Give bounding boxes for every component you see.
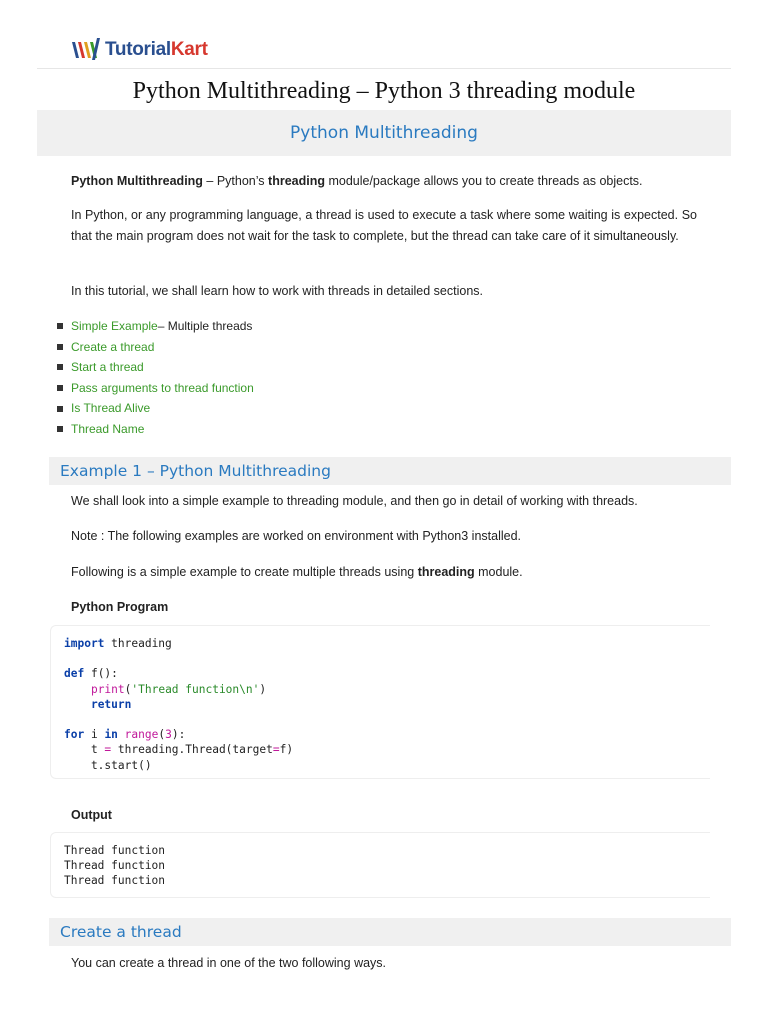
- code-text: t.start(): [64, 758, 152, 772]
- bullet-icon: [57, 364, 63, 370]
- code-keyword: in: [104, 728, 118, 742]
- toc-link-thread-name[interactable]: Thread Name: [71, 421, 145, 436]
- output-block: [50, 832, 710, 898]
- toc-item: [57, 378, 254, 399]
- code-indent: [64, 698, 91, 711]
- table-of-contents: [57, 316, 254, 440]
- code-keyword: return: [90, 697, 132, 711]
- document-title: Python Multithreading – Python 3 threading module: [132, 78, 636, 104]
- bullet-icon: [57, 406, 63, 412]
- site-header: [37, 34, 731, 69]
- code-text: f():: [84, 667, 118, 681]
- output-line: Thread function: [64, 844, 166, 857]
- toc-link-create-thread[interactable]: Create a thread: [71, 339, 155, 354]
- example1-p3-end: module.: [474, 565, 523, 579]
- section-heading-example-1: Example 1 – Python Multithreading: [49, 457, 731, 485]
- code-operator: =: [272, 743, 280, 757]
- example1-paragraph-1: We shall look into a simple example to threading module, and then go in detail of working with threads.: [71, 494, 638, 508]
- code-text: ):: [171, 728, 186, 742]
- example1-paragraph-2: Note : The following examples are worked on environment with Python3 installed.: [71, 529, 522, 543]
- create-thread-paragraph: You can create a thread in one of the two following ways.: [71, 956, 387, 970]
- logo-icon: [70, 36, 102, 64]
- intro-text-mid: – Python’s: [202, 174, 269, 188]
- toc-link-is-thread-alive[interactable]: Is Thread Alive: [71, 401, 151, 416]
- bullet-icon: [57, 323, 63, 329]
- logo-text-part2: Kart: [170, 39, 208, 60]
- code-keyword: import: [64, 637, 105, 650]
- example1-p3-bold: threading: [417, 565, 475, 579]
- logo-text-part1: Tutorial: [105, 39, 171, 60]
- code-string: 'Thread function\n': [131, 682, 260, 696]
- toc-link-simple-example[interactable]: Simple Example: [71, 319, 158, 333]
- toc-item: [57, 357, 254, 378]
- intro-paragraph-3: In this tutorial, we shall learn how to work with threads in detailed sections.: [71, 284, 484, 298]
- intro-bold-term: Python Multithreading: [71, 174, 203, 188]
- code-text: ): [259, 682, 267, 696]
- tutorialkart-logo[interactable]: [70, 36, 208, 64]
- hero-heading: Python Multithreading: [37, 110, 731, 156]
- code-keyword: def: [64, 667, 85, 681]
- code-text: [118, 728, 125, 741]
- code-text: i: [84, 728, 105, 742]
- toc-link-pass-arguments[interactable]: Pass arguments to thread function: [71, 380, 254, 395]
- code-text: (: [124, 682, 132, 696]
- toc-item: [57, 419, 254, 440]
- code-builtin: range: [124, 728, 159, 742]
- output-label: Output: [71, 808, 112, 822]
- python-program-label: Python Program: [71, 600, 169, 614]
- bullet-icon: [57, 344, 63, 350]
- code-text: threading: [104, 637, 172, 650]
- code-text: (: [158, 728, 166, 742]
- code-builtin: print: [90, 682, 125, 696]
- logo-text: [105, 39, 208, 61]
- code-text: f): [279, 743, 294, 757]
- code-indent: [64, 683, 91, 696]
- toc-item: [57, 398, 254, 419]
- document-page: [37, 34, 731, 1024]
- toc-item-suffix: – Multiple threads: [157, 319, 253, 333]
- code-operator: =: [104, 743, 112, 757]
- intro-paragraph-2: In Python, or any programming language, a thread is used to execute a task where some waiting is expected. So that the main program does not wait for the task to complete, but the thread can take care of it simultaneously.: [71, 208, 697, 243]
- intro-text-end: module/package allows you to create threads as objects.: [324, 174, 643, 188]
- output-line: Thread function: [64, 859, 166, 873]
- intro-paragraph-1: [71, 171, 697, 192]
- toc-item: [57, 337, 254, 358]
- code-text: t: [64, 743, 105, 757]
- code-number: 3: [165, 728, 172, 742]
- output-line: Thread function: [64, 874, 166, 888]
- code-keyword: for: [64, 728, 85, 742]
- toc-item: [57, 316, 254, 337]
- toc-link-start-thread[interactable]: Start a thread: [71, 360, 144, 375]
- code-block: [50, 625, 710, 779]
- bullet-icon: [57, 426, 63, 432]
- example1-paragraph-3: [71, 562, 697, 583]
- example1-p3-start: Following is a simple example to create multiple threads using: [71, 565, 418, 579]
- intro-bold-threading: threading: [268, 174, 325, 188]
- section-heading-create-thread: Create a thread: [49, 918, 731, 946]
- code-text: threading.Thread(target: [111, 743, 273, 757]
- bullet-icon: [57, 385, 63, 391]
